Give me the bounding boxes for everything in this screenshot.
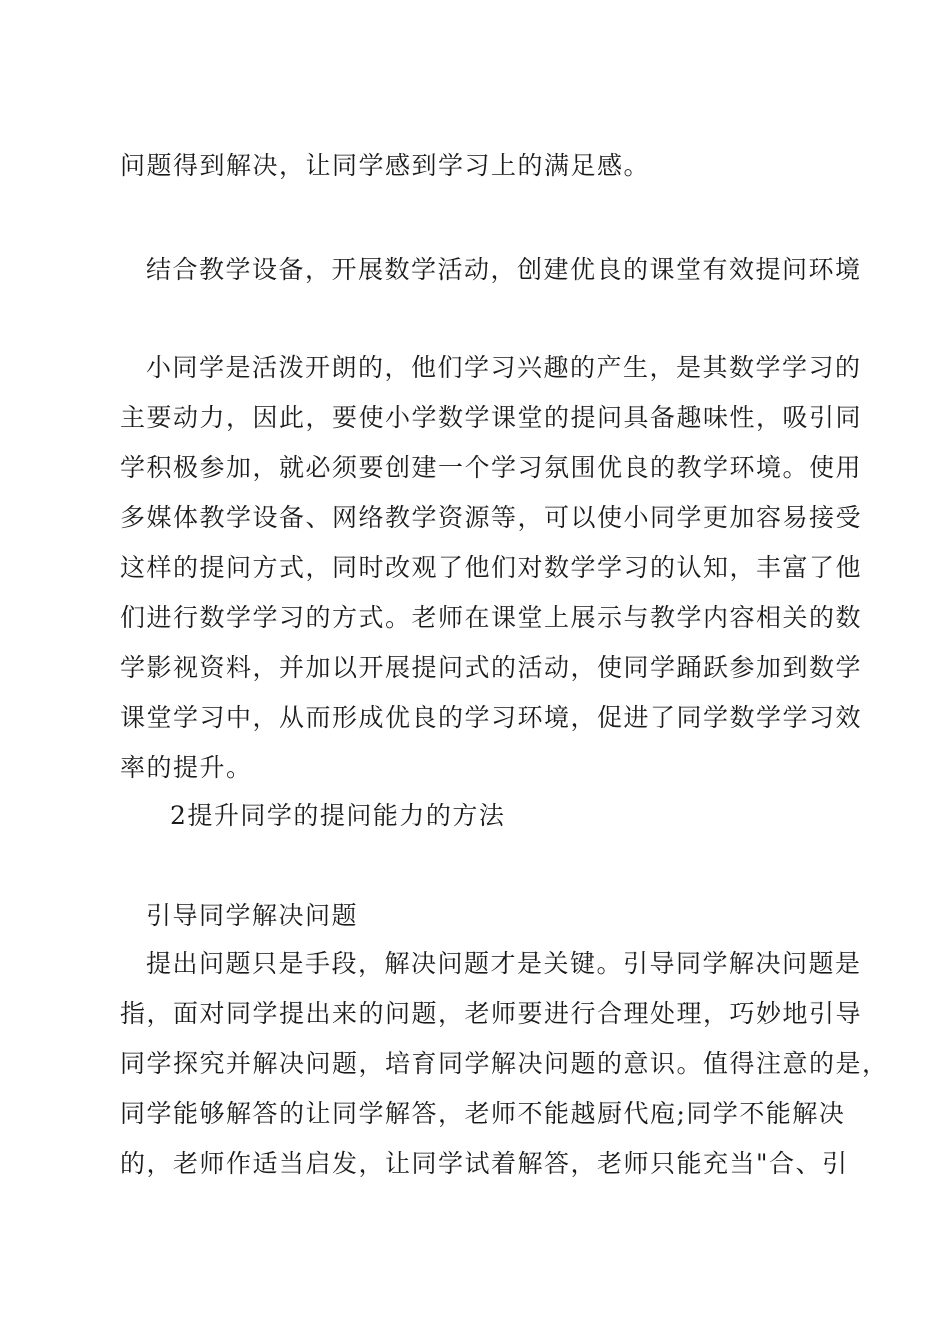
subsection-heading: 引导同学解决问题 [146, 901, 359, 930]
paragraph-continuation: 问题得到解决，让同学感到学习上的满足感。 [120, 151, 651, 180]
paragraph-line: 课堂学习中，从而形成优良的学习环境，促进了同学数学学习效 [120, 703, 863, 732]
paragraph-line: 小同学是活泼开朗的，他们学习兴趣的产生，是其数学学习的 [146, 353, 862, 382]
paragraph-line: 学积极参加，就必须要创建一个学习氛围优良的教学环境。使用 [120, 453, 863, 482]
paragraph-line: 们进行数学学习的方式。老师在课堂上展示与教学内容相关的数 [120, 603, 863, 632]
paragraph-line: 同学能够解答的让同学解答，老师不能越厨代庖;同学不能解决 [120, 1099, 846, 1128]
chapter-heading: 2提升同学的提问能力的方法 [170, 801, 506, 830]
paragraph-line: 同学探究并解决问题，培育同学解决问题的意识。值得注意的是， [120, 1049, 889, 1078]
paragraph-2 [120, 948, 889, 1198]
paragraph-line: 学影视资料，并加以开展提问式的活动，使同学踊跃参加到数学 [120, 653, 863, 682]
paragraph-line: 主要动力，因此，要使小学数学课堂的提问具备趣味性，吸引同 [120, 403, 863, 432]
paragraph-line: 的，老师作适当启发，让同学试着解答，老师只能充当"合、引 [120, 1149, 849, 1178]
paragraph-line: 提出问题只是手段，解决问题才是关键。引导同学解决问题是 [146, 949, 862, 978]
section-heading: 结合教学设备，开展数学活动，创建优良的课堂有效提问环境 [146, 255, 862, 284]
paragraph-line: 指，面对同学提出来的问题，老师要进行合理处理，巧妙地引导 [120, 999, 863, 1028]
paragraph-line: 多媒体教学设备、网络教学资源等，可以使小同学更加容易接受 [120, 503, 863, 532]
paragraph-line: 这样的提问方式，同时改观了他们对数学学习的认知，丰富了他 [120, 553, 863, 582]
paragraph-line: 率的提升。 [120, 753, 253, 782]
paragraph-1 [120, 352, 862, 802]
